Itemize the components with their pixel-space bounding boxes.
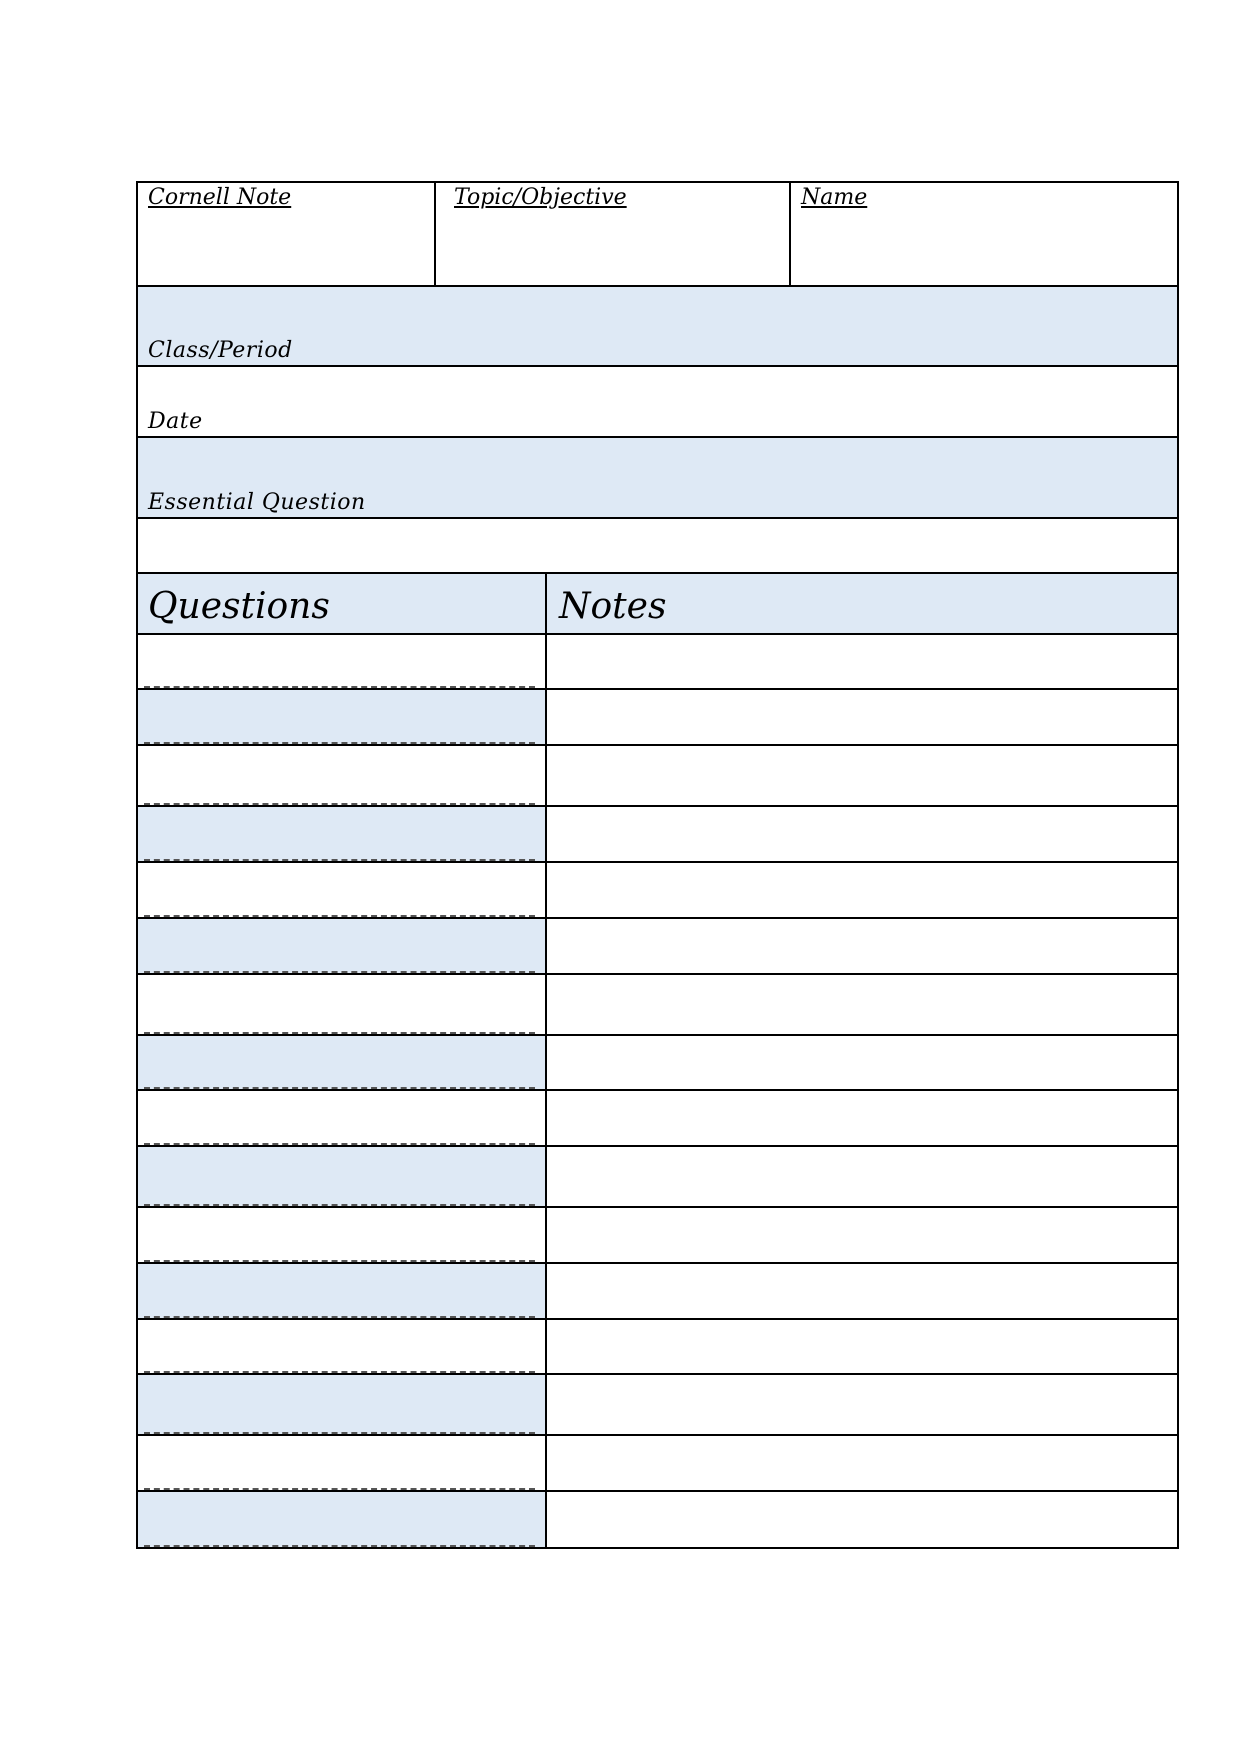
notes-cell[interactable] [547, 1147, 1177, 1206]
name-field[interactable] [791, 183, 1177, 285]
columns-header [138, 574, 1177, 635]
notes-cell[interactable] [547, 975, 1177, 1034]
notes-cell[interactable] [547, 690, 1177, 744]
notes-cell[interactable] [547, 1264, 1177, 1318]
note-row [138, 975, 1177, 1036]
notes-cell[interactable] [547, 1036, 1177, 1089]
question-cell[interactable] [138, 1208, 547, 1262]
note-row [138, 1320, 1177, 1375]
notes-cell[interactable] [547, 863, 1177, 917]
notes-cell[interactable] [547, 635, 1177, 688]
note-row [138, 1375, 1177, 1436]
notes-cell[interactable] [547, 807, 1177, 861]
notes-cell[interactable] [547, 1320, 1177, 1373]
note-row [138, 690, 1177, 746]
questions-heading: Questions [138, 574, 547, 633]
question-cell[interactable] [138, 1436, 547, 1490]
notes-cell[interactable] [547, 1091, 1177, 1145]
note-row [138, 1264, 1177, 1320]
note-row [138, 807, 1177, 863]
question-cell[interactable] [138, 1036, 547, 1089]
notes-heading: Notes [547, 574, 1177, 633]
note-row [138, 1208, 1177, 1264]
note-row [138, 863, 1177, 919]
question-cell[interactable] [138, 1320, 547, 1373]
question-cell[interactable] [138, 807, 547, 861]
note-row [138, 919, 1177, 975]
cornell-note-label: Cornell Note [148, 185, 292, 210]
question-cell[interactable] [138, 1264, 547, 1318]
note-row [138, 1436, 1177, 1492]
date-field[interactable] [138, 367, 1177, 438]
question-cell[interactable] [138, 1492, 547, 1547]
notes-cell[interactable] [547, 1436, 1177, 1490]
question-cell[interactable] [138, 919, 547, 973]
class-period-field[interactable] [138, 287, 1177, 367]
notes-cell[interactable] [547, 1208, 1177, 1262]
date-label: Date [148, 409, 203, 434]
topic-objective-label: Topic/Objective [454, 185, 627, 210]
cornell-note-sheet [136, 181, 1179, 1549]
question-cell[interactable] [138, 746, 547, 805]
question-cell[interactable] [138, 635, 547, 688]
question-cell[interactable] [138, 1375, 547, 1434]
note-row [138, 635, 1177, 690]
note-row [138, 1036, 1177, 1091]
notes-cell[interactable] [547, 746, 1177, 805]
question-cell[interactable] [138, 1147, 547, 1206]
note-row [138, 1091, 1177, 1147]
note-row [138, 746, 1177, 807]
question-cell[interactable] [138, 690, 547, 744]
note-lines [138, 635, 1177, 1547]
question-cell[interactable] [138, 863, 547, 917]
essential-question-answer[interactable] [138, 519, 1177, 574]
topic-objective-field[interactable] [436, 183, 791, 285]
question-cell[interactable] [138, 975, 547, 1034]
name-label: Name [801, 185, 868, 210]
note-row [138, 1492, 1177, 1547]
header-row [138, 183, 1177, 287]
essential-question-field[interactable] [138, 438, 1177, 519]
note-row [138, 1147, 1177, 1208]
notes-cell[interactable] [547, 1492, 1177, 1547]
class-period-label: Class/Period [148, 338, 293, 363]
notes-cell[interactable] [547, 919, 1177, 973]
notes-cell[interactable] [547, 1375, 1177, 1434]
question-cell[interactable] [138, 1091, 547, 1145]
essential-question-label: Essential Question [148, 490, 366, 515]
cornell-note-field[interactable] [138, 183, 436, 285]
